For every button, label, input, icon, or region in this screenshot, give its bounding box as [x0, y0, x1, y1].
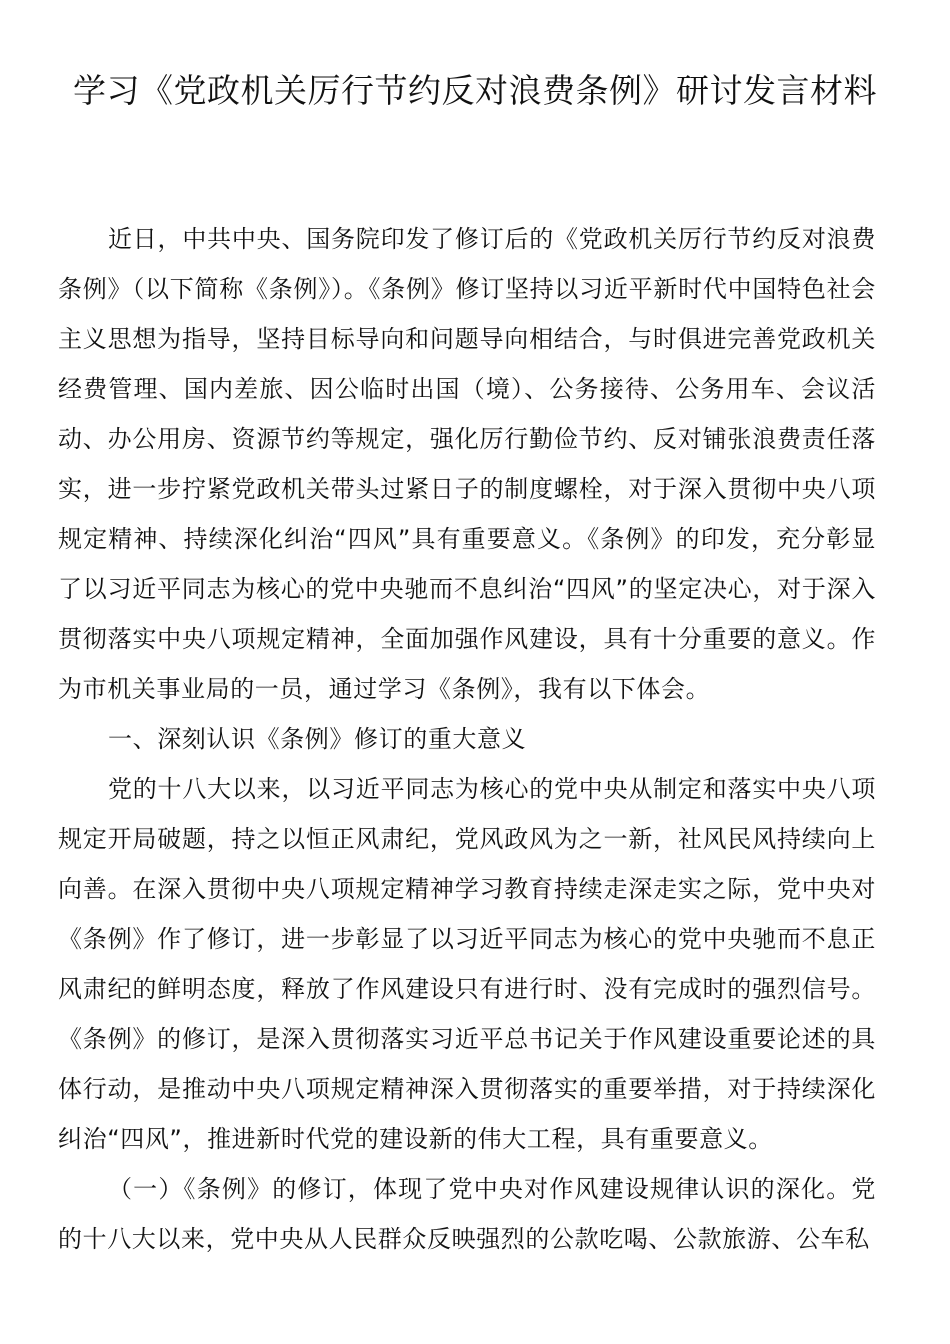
paragraph-intro: 近日，中共中央、国务院印发了修订后的《党政机关厉行节约反对浪费条例》（以下简称《条例》）。《条例》修订坚持以习近平新时代中国特色社会主义思想为指导，坚持目标导向和问题导向相结合，与时俱进完善党政机关经费管理、国内差旅、因公临时出国（境）、公务接待、公务用车、会议活动、办公用房、资源节约等规定，强化厉行勤俭节约、反对铺张浪费责任落实，进一步拧紧党政机关带头过紧日子的制度螺栓，对于深入贯彻中央八项规定精神、持续深化纠治“四风”具有重要意义。《条例》的印发，充分彰显了以习近平同志为核心的党中央驰而不息纠治“四风”的坚定决心，对于深入贯彻落实中央八项规定精神，全面加强作风建设，具有十分重要的意义。作为市机关事业局的一员，通过学习《条例》，我有以下体会。: [58, 225, 876, 703]
document-body: [58, 214, 876, 1264]
paragraph-subsection-1: （一）《条例》的修订，体现了党中央对作风建设规律认识的深化。党的十八大以来，党中央从人民群众反映强烈的公款吃喝、公款旅游、公车私: [58, 1175, 876, 1253]
paragraph-significance: 党的十八大以来，以习近平同志为核心的党中央从制定和落实中央八项规定开局破题，持之以恒正风肃纪，党风政风为之一新，社风民风持续向上向善。在深入贯彻中央八项规定精神学习教育持续走深走实之际，党中央对《条例》作了修订，进一步彰显了以习近平同志为核心的党中央驰而不息正风肃纪的鲜明态度，释放了作风建设只有进行时、没有完成时的强烈信号。《条例》的修订，是深入贯彻落实习近平总书记关于作风建设重要论述的具体行动，是推动中央八项规定精神深入贯彻落实的重要举措，对于持续深化纠治“四风”，推进新时代党的建设新的伟大工程，具有重要意义。: [58, 775, 876, 1153]
document-title: 学习《党政机关厉行节约反对浪费条例》研讨发言材料: [73, 71, 877, 110]
section-heading-1: 一、深刻认识《条例》修订的重大意义: [108, 725, 527, 753]
